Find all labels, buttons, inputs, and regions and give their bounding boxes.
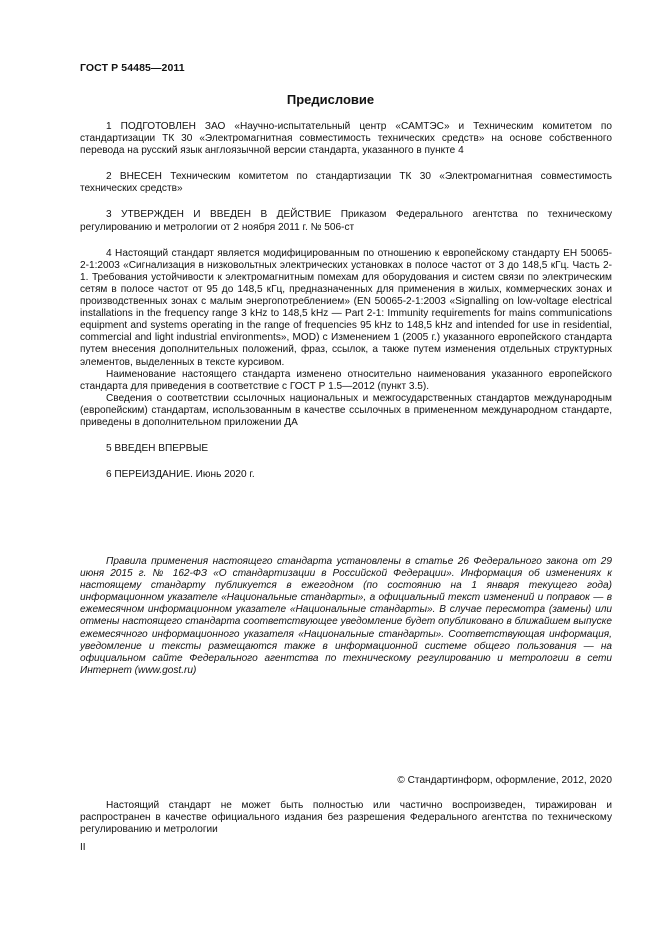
paragraph-modification: 4 Настоящий стандарт является модифицированным по отношению к европейскому стандарту ЕН 50065-2-1:2003 «Сигнализация в низковольтных электрических установках в полосе частот от 3 до 148,5 кГц. Часть 2-1. Требования устойчивости к электромагнитным помехам для оборудования и систем связи по электрическим сетям в полосе частот от 95 до 148,5 кГц, предназначенных для применения в жилых, коммерческих зонах и производственных зонах с малым энергопотреблением» (EN 50065-2-1:2003 «Signalling on low-voltage electrical installations in the frequency range 3 kHz to 148,5 kHz — Part 2-1: Immunity requirements for mains communications equipment and systems operating in the range of frequencies 95 kHz to 148,5 kHz and intended for use in residential, commercial and light industrial environments», MOD) с Изменением 1 (2005 г.) указанного европейского стандарта путем внесения дополнительных положений, фраз, ссылок, а также путем изменения отдельных структурных элементов, выделенных в тексте курсивом. xyxy=(80,247,612,368)
copyright-line: © Стандартинформ, оформление, 2012, 2020 xyxy=(397,775,612,786)
paragraph-prepared-by: 1 ПОДГОТОВЛЕН ЗАО «Научно-испытательный центр «САМТЭС» и Техническим комитетом по стандартизации ТК 30 «Электромагнитная совместимость технических средств» на основе собственного перевода на русский язык англоязычной версии стандарта, указанного в пункте 4 xyxy=(80,121,612,157)
paragraph-approved: 3 УТВЕРЖДЕН И ВВЕДЕН В ДЕЙСТВИЕ Приказом Федерального агентства по техническому регулированию и метрологии от 2 ноября 2011 г. № 506-ст xyxy=(80,209,612,233)
paragraph-first-introduced: 5 ВВЕДЕН ВПЕРВЫЕ xyxy=(106,443,209,455)
paragraph-references: Сведения о соответствии ссылочных национальных и межгосударственных стандартов международным (европейским) стандартам, использованным в качестве ссылочных в примененном международном стандарте, приведены в дополнительном приложении ДА xyxy=(80,392,612,428)
paragraph-name-change: Наименование настоящего стандарта изменено относительно наименования указанного европейского стандарта для приведения в соответствие с ГОСТ Р 1.5—2012 (пункт 3.5). xyxy=(80,368,612,392)
paragraph-reissue: 6 ПЕРЕИЗДАНИЕ. Июнь 2020 г. xyxy=(106,469,255,481)
document-id-header: ГОСТ Р 54485—2011 xyxy=(80,62,185,74)
reproduction-rights-notice: Настоящий стандарт не может быть полностью или частично воспроизведен, тиражирован и распространен в качестве официального издания без разрешения Федерального агентства по техническому регулированию и метрологии xyxy=(80,800,612,836)
paragraph-introduced-by: 2 ВНЕСЕН Техническим комитетом по стандартизации ТК 30 «Электромагнитная совместимость технических средств» xyxy=(80,171,612,195)
foreword-body xyxy=(80,121,612,481)
application-rules-notice: Правила применения настоящего стандарта установлены в статье 26 Федерального закона от 29 июня 2015 г. № 162-ФЗ «О стандартизации в Российской Федерации». Информация об изменениях к настоящему стандарту публикуется в ежегодном (по состоянию на 1 января текущего года) информационном указателе «Национальные стандарты», а официальный текст изменений и поправок — в ежемесячном информационном указателе «Национальные стандарты». В случае пересмотра (замены) или отмены настоящего стандарта соответствующее уведомление будет опубликовано в ближайшем выпуске ежемесячного информационного указателя «Национальные стандарты». Соответствующая информация, уведомление и тексты размещаются также в информационной системе общего пользования — на официальном сайте Федерального агентства по техническому регулированию и метрологии в сети Интернет (www.gost.ru) xyxy=(80,556,612,676)
page-title: Предисловие xyxy=(286,92,375,107)
page-number: II xyxy=(80,842,86,853)
